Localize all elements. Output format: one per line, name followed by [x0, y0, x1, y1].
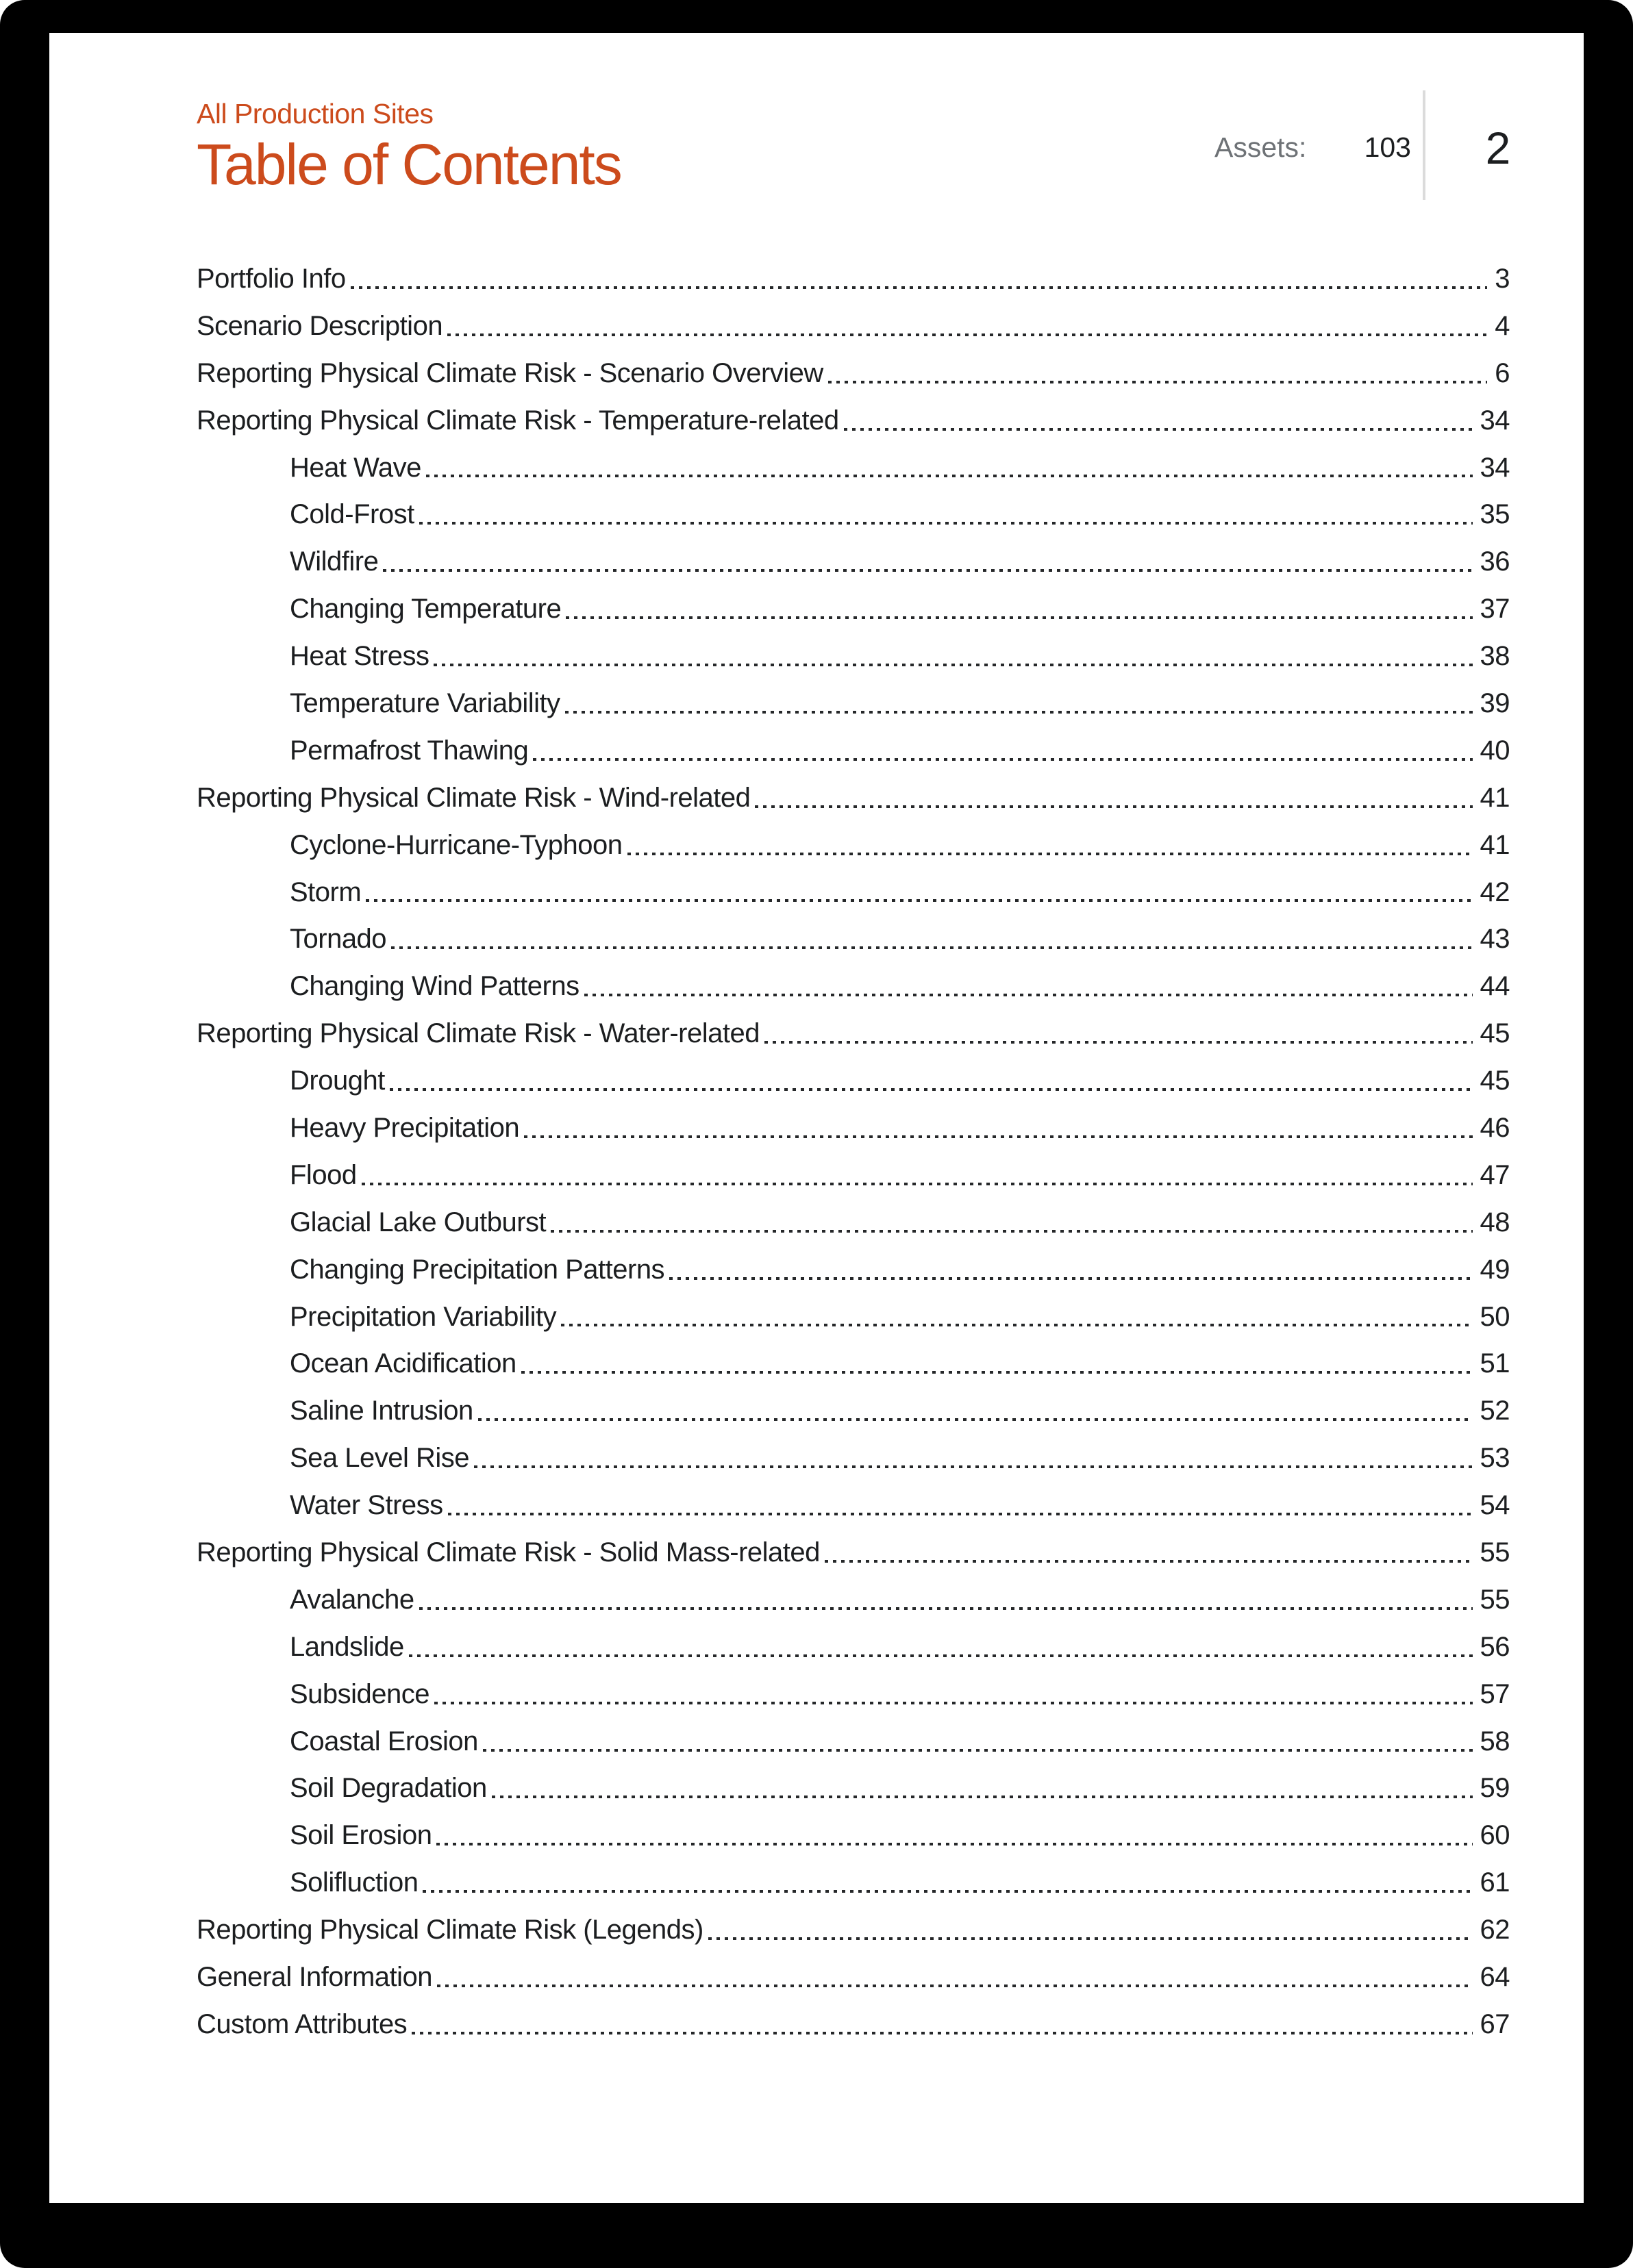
toc-entry-label: Saline Intrusion — [290, 1396, 473, 1426]
toc-entry-page: 62 — [1480, 1915, 1510, 1945]
toc-entry-page: 53 — [1480, 1443, 1510, 1474]
toc-entry-label: Reporting Physical Climate Risk (Legends) — [197, 1915, 703, 1945]
toc-entry-label: Cold-Frost — [290, 499, 414, 530]
assets-label: Assets: — [1214, 131, 1307, 163]
dotted-leader — [390, 1088, 1473, 1091]
dotted-leader — [483, 1749, 1473, 1752]
toc-row[interactable] — [197, 727, 1510, 774]
toc-row[interactable] — [197, 1387, 1510, 1435]
toc-entry-label: Heavy Precipitation — [290, 1112, 520, 1143]
toc-row[interactable] — [197, 585, 1510, 633]
table-of-contents — [197, 255, 1510, 2048]
toc-entry-page: 41 — [1480, 782, 1510, 813]
toc-entry-label: Drought — [290, 1066, 385, 1096]
dotted-leader — [828, 381, 1487, 383]
toc-entry-page: 4 — [1495, 310, 1510, 341]
toc-entry-label: Cyclone-Hurricane-Typhoon — [290, 829, 623, 860]
toc-entry-page: 38 — [1480, 641, 1510, 672]
toc-row[interactable] — [197, 774, 1510, 822]
toc-entry-page: 57 — [1480, 1678, 1510, 1709]
toc-row[interactable] — [197, 1010, 1510, 1057]
toc-entry-label: Coastal Erosion — [290, 1726, 478, 1756]
toc-row[interactable] — [197, 1482, 1510, 1529]
page-title: Table of Contents — [197, 132, 621, 197]
toc-row[interactable] — [197, 1246, 1510, 1294]
toc-row[interactable] — [197, 444, 1510, 492]
toc-row[interactable] — [197, 916, 1510, 963]
toc-entry-label: Reporting Physical Climate Risk - Wind-related — [197, 782, 751, 813]
dotted-leader — [426, 475, 1473, 477]
toc-row[interactable] — [197, 1199, 1510, 1246]
toc-entry-label: Tornado — [290, 924, 387, 955]
toc-entry-label: Flood — [290, 1159, 357, 1190]
dotted-leader — [627, 853, 1473, 855]
toc-entry-page: 56 — [1480, 1631, 1510, 1662]
toc-row[interactable] — [197, 1765, 1510, 1813]
toc-entry-page: 34 — [1480, 452, 1510, 483]
toc-row[interactable] — [197, 538, 1510, 585]
toc-row[interactable] — [197, 822, 1510, 869]
toc-entry-page: 43 — [1480, 924, 1510, 955]
toc-entry-page: 41 — [1480, 829, 1510, 860]
dotted-leader — [561, 1324, 1472, 1326]
toc-entry-page: 3 — [1495, 263, 1510, 294]
dotted-leader — [383, 569, 1472, 572]
dotted-leader — [478, 1418, 1473, 1421]
toc-entry-page: 55 — [1480, 1537, 1510, 1567]
assets-count: 103 — [1364, 131, 1411, 163]
toc-row[interactable] — [197, 1859, 1510, 1906]
dotted-leader — [755, 805, 1472, 808]
toc-row[interactable] — [197, 1671, 1510, 1718]
toc-row[interactable] — [197, 397, 1510, 444]
dotted-leader — [409, 1654, 1473, 1657]
toc-entry-page: 64 — [1480, 1962, 1510, 1992]
page-number: 2 — [1485, 123, 1511, 173]
toc-row[interactable] — [197, 255, 1510, 303]
dotted-leader — [566, 616, 1472, 619]
dotted-leader — [669, 1277, 1472, 1280]
toc-row[interactable] — [197, 1576, 1510, 1624]
toc-entry-label: Custom Attributes — [197, 2008, 408, 2039]
dotted-leader — [419, 1607, 1473, 1610]
dotted-leader — [565, 711, 1473, 714]
toc-row[interactable] — [197, 1435, 1510, 1482]
dotted-leader — [474, 1465, 1472, 1468]
toc-entry-label: Heat Stress — [290, 641, 429, 672]
dotted-leader — [825, 1560, 1473, 1563]
toc-entry-label: Glacial Lake Outburst — [290, 1207, 547, 1237]
toc-row[interactable] — [197, 1812, 1510, 1859]
toc-entry-page: 67 — [1480, 2008, 1510, 2039]
toc-row[interactable] — [197, 680, 1510, 727]
toc-entry-page: 59 — [1480, 1773, 1510, 1804]
assets-summary — [1214, 130, 1411, 164]
dotted-leader — [419, 522, 1473, 525]
toc-entry-page: 46 — [1480, 1112, 1510, 1143]
toc-entry-label: Storm — [290, 877, 362, 907]
toc-entry-label: Changing Precipitation Patterns — [290, 1254, 665, 1285]
toc-entry-label: Avalanche — [290, 1584, 414, 1615]
toc-row[interactable] — [197, 491, 1510, 538]
toc-row[interactable] — [197, 1529, 1510, 1576]
dotted-leader — [437, 1985, 1472, 1987]
toc-entry-label: Portfolio Info — [197, 263, 346, 294]
toc-entry-label: Temperature Variability — [290, 688, 560, 718]
dotted-leader — [362, 1183, 1473, 1185]
toc-entry-page: 58 — [1480, 1726, 1510, 1756]
toc-entry-page: 60 — [1480, 1820, 1510, 1851]
toc-entry-page: 45 — [1480, 1018, 1510, 1049]
toc-entry-label: Permafrost Thawing — [290, 735, 529, 766]
dotted-leader — [391, 946, 1472, 949]
toc-entry-page: 6 — [1495, 357, 1510, 388]
toc-entry-label: Solifluction — [290, 1867, 419, 1898]
toc-entry-page: 52 — [1480, 1396, 1510, 1426]
toc-entry-label: Landslide — [290, 1631, 404, 1662]
toc-entry-label: Heat Wave — [290, 452, 421, 483]
toc-entry-page: 36 — [1480, 546, 1510, 577]
toc-entry-page: 51 — [1480, 1348, 1510, 1379]
dotted-leader — [412, 2032, 1472, 2034]
toc-entry-label: Reporting Physical Climate Risk - Solid Mass-related — [197, 1537, 820, 1567]
toc-entry-page: 61 — [1480, 1867, 1510, 1898]
toc-row[interactable] — [197, 869, 1510, 916]
toc-entry-label: Reporting Physical Climate Risk - Scenario Overview — [197, 357, 823, 388]
dotted-leader — [366, 899, 1472, 902]
dotted-leader — [351, 286, 1488, 289]
dotted-leader — [524, 1135, 1472, 1138]
toc-row[interactable] — [197, 350, 1510, 397]
dotted-leader — [584, 994, 1473, 996]
toc-entry-page: 55 — [1480, 1584, 1510, 1615]
toc-entry-label: Subsidence — [290, 1678, 430, 1709]
toc-entry-page: 37 — [1480, 594, 1510, 625]
toc-row[interactable] — [197, 1294, 1510, 1341]
toc-entry-page: 45 — [1480, 1066, 1510, 1096]
toc-entry-page: 54 — [1480, 1490, 1510, 1521]
dotted-leader — [448, 1513, 1473, 1515]
dotted-leader — [521, 1371, 1473, 1374]
toc-entry-label: Reporting Physical Climate Risk - Temperature-related — [197, 405, 839, 436]
toc-entry-label: Changing Wind Patterns — [290, 971, 579, 1002]
toc-entry-page: 49 — [1480, 1254, 1510, 1285]
dotted-leader — [492, 1796, 1473, 1798]
toc-entry-page: 48 — [1480, 1207, 1510, 1237]
toc-entry-page: 44 — [1480, 971, 1510, 1002]
report-scope-label: All Production Sites — [197, 98, 434, 129]
toc-entry-label: Scenario Description — [197, 310, 443, 341]
toc-entry-label: Precipitation Variability — [290, 1301, 557, 1332]
dotted-leader — [764, 1041, 1473, 1044]
toc-row[interactable] — [197, 2001, 1510, 2048]
toc-row[interactable] — [197, 1718, 1510, 1765]
toc-row[interactable] — [197, 1906, 1510, 1954]
dotted-leader — [844, 428, 1473, 431]
dotted-leader — [434, 1702, 1472, 1704]
dotted-leader — [436, 1843, 1472, 1845]
toc-entry-label: General Information — [197, 1962, 433, 1992]
dotted-leader — [423, 1890, 1472, 1893]
toc-entry-label: Wildfire — [290, 546, 379, 577]
toc-row[interactable] — [197, 1340, 1510, 1387]
toc-row[interactable] — [197, 303, 1510, 350]
toc-row[interactable] — [197, 1057, 1510, 1105]
toc-entry-label: Sea Level Rise — [290, 1443, 470, 1474]
toc-entry-page: 42 — [1480, 877, 1510, 907]
toc-row[interactable] — [197, 1105, 1510, 1152]
toc-row[interactable] — [197, 633, 1510, 680]
toc-entry-page: 50 — [1480, 1301, 1510, 1332]
toc-entry-label: Ocean Acidification — [290, 1348, 516, 1379]
dotted-leader — [533, 758, 1472, 761]
toc-row[interactable] — [197, 1624, 1510, 1671]
toc-entry-page: 40 — [1480, 735, 1510, 766]
toc-row[interactable] — [197, 1954, 1510, 2001]
toc-row[interactable] — [197, 963, 1510, 1010]
toc-entry-label: Soil Degradation — [290, 1773, 487, 1804]
dotted-leader — [434, 664, 1472, 666]
toc-entry-label: Water Stress — [290, 1490, 443, 1521]
toc-row[interactable] — [197, 1152, 1510, 1199]
toc-entry-page: 34 — [1480, 405, 1510, 436]
toc-entry-label: Soil Erosion — [290, 1820, 432, 1851]
toc-entry-label: Reporting Physical Climate Risk - Water-related — [197, 1018, 760, 1049]
toc-entry-page: 39 — [1480, 688, 1510, 718]
document-page — [49, 33, 1584, 2203]
dotted-leader — [551, 1230, 1472, 1233]
dotted-leader — [447, 333, 1487, 336]
toc-entry-page: 35 — [1480, 499, 1510, 530]
toc-entry-page: 47 — [1480, 1159, 1510, 1190]
dotted-leader — [708, 1937, 1473, 1940]
toc-entry-label: Changing Temperature — [290, 594, 562, 625]
header-divider — [1423, 90, 1425, 200]
